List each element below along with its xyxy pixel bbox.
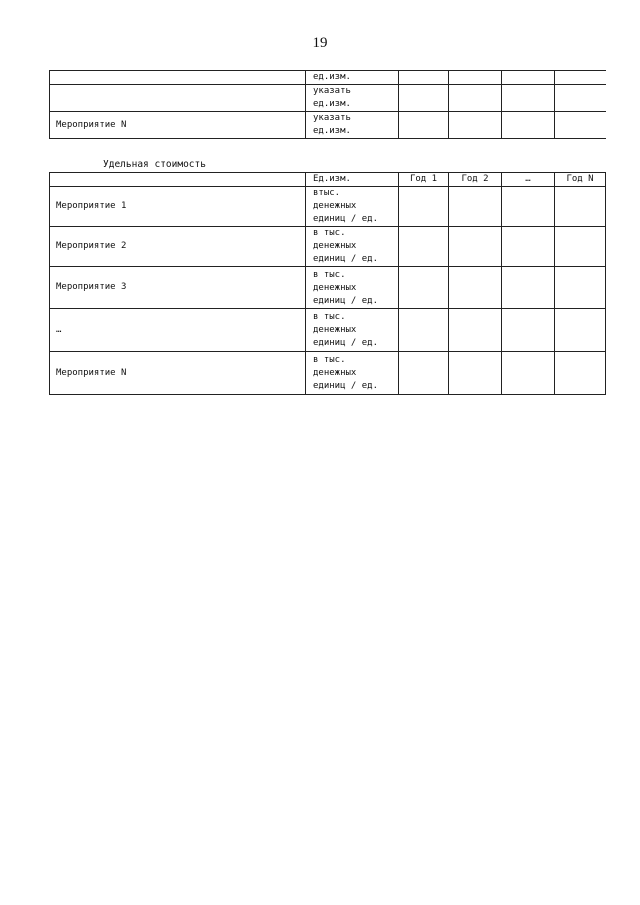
table-row (50, 267, 606, 309)
header-ellipsis: … (502, 173, 555, 187)
value-cell (399, 227, 449, 267)
header-year-1: Год 1 (399, 173, 449, 187)
value-cell (399, 267, 449, 309)
value-cell (555, 309, 606, 352)
unit-text: в (313, 355, 319, 365)
value-cell (555, 85, 606, 112)
unit-line (313, 269, 392, 282)
page-number: 19 (312, 35, 328, 51)
header-empty-cell (50, 173, 306, 187)
table-row (50, 112, 606, 139)
unit-text: ед.изм. (313, 72, 351, 82)
unit-text: денежных (313, 283, 357, 293)
value-cell (555, 112, 606, 139)
table-row (50, 71, 606, 85)
unit-line (313, 311, 392, 324)
unit-text: единиц / ед. (313, 381, 379, 391)
continued-table (49, 70, 606, 139)
activity-name-cell: Мероприятие N (50, 112, 306, 139)
unit-text: ед.изм. (313, 99, 351, 109)
unit-line (313, 354, 392, 367)
value-cell (449, 227, 502, 267)
value-cell (555, 187, 606, 227)
unit-cell (306, 71, 399, 85)
unit-cell (306, 112, 399, 139)
value-cell (555, 352, 606, 395)
table-row (50, 227, 606, 267)
table-row (50, 187, 606, 227)
unit-cost-table (49, 172, 606, 395)
activity-name-cell: … (50, 309, 306, 352)
value-cell (555, 227, 606, 267)
unit-cell (306, 309, 399, 352)
unit-text: указать (313, 86, 351, 96)
unit-text: единиц / ед. (313, 296, 379, 306)
activity-name-cell: Мероприятие N (50, 352, 306, 395)
unit-cell (306, 352, 399, 395)
unit-text: тыс. (318, 188, 341, 198)
unit-text: в (313, 312, 319, 322)
value-cell (502, 352, 555, 395)
unit-cell (306, 85, 399, 112)
value-cell (399, 112, 449, 139)
unit-text: денежных (313, 368, 357, 378)
activity-name-cell (50, 71, 306, 85)
unit-cost-caption: Удельная стоимость (103, 159, 206, 170)
activity-name-cell: Мероприятие 3 (50, 267, 306, 309)
value-cell (555, 267, 606, 309)
unit-text: тыс. (323, 270, 346, 280)
unit-text: тыс. (323, 355, 346, 365)
value-cell (502, 112, 555, 139)
table-row (50, 352, 606, 395)
value-cell (449, 85, 502, 112)
unit-cell (306, 187, 399, 227)
header-year-2: Год 2 (449, 173, 502, 187)
unit-line (313, 187, 392, 200)
activity-name-cell: Мероприятие 2 (50, 227, 306, 267)
unit-text: тыс. (323, 228, 346, 238)
value-cell (399, 352, 449, 395)
unit-text: в (313, 228, 319, 238)
unit-text: указать (313, 113, 351, 123)
unit-text: единиц / ед. (313, 338, 379, 348)
value-cell (449, 112, 502, 139)
value-cell (449, 71, 502, 85)
value-cell (502, 267, 555, 309)
activity-name-cell (50, 85, 306, 112)
value-cell (449, 352, 502, 395)
unit-text: единиц / ед. (313, 254, 379, 264)
unit-cell (306, 227, 399, 267)
value-cell (399, 187, 449, 227)
value-cell (502, 227, 555, 267)
header-year-n: Год N (555, 173, 606, 187)
table-row (50, 309, 606, 352)
unit-text: в (313, 188, 319, 198)
value-cell (502, 187, 555, 227)
table-header-row (50, 173, 606, 187)
value-cell (449, 187, 502, 227)
activity-name-cell: Мероприятие 1 (50, 187, 306, 227)
value-cell (555, 71, 606, 85)
unit-cell (306, 267, 399, 309)
unit-text: денежных (313, 201, 357, 211)
unit-text: ед.изм. (313, 126, 351, 136)
value-cell (399, 85, 449, 112)
header-unit: Ед.изм. (306, 173, 399, 187)
unit-text: в (313, 270, 319, 280)
unit-text: денежных (313, 241, 357, 251)
unit-line (313, 227, 392, 240)
unit-text: единиц / ед. (313, 214, 379, 224)
value-cell (399, 71, 449, 85)
table-row (50, 85, 606, 112)
value-cell (502, 85, 555, 112)
value-cell (449, 309, 502, 352)
unit-text: тыс. (323, 312, 346, 322)
unit-text: денежных (313, 325, 357, 335)
value-cell (502, 309, 555, 352)
value-cell (449, 267, 502, 309)
value-cell (399, 309, 449, 352)
value-cell (502, 71, 555, 85)
